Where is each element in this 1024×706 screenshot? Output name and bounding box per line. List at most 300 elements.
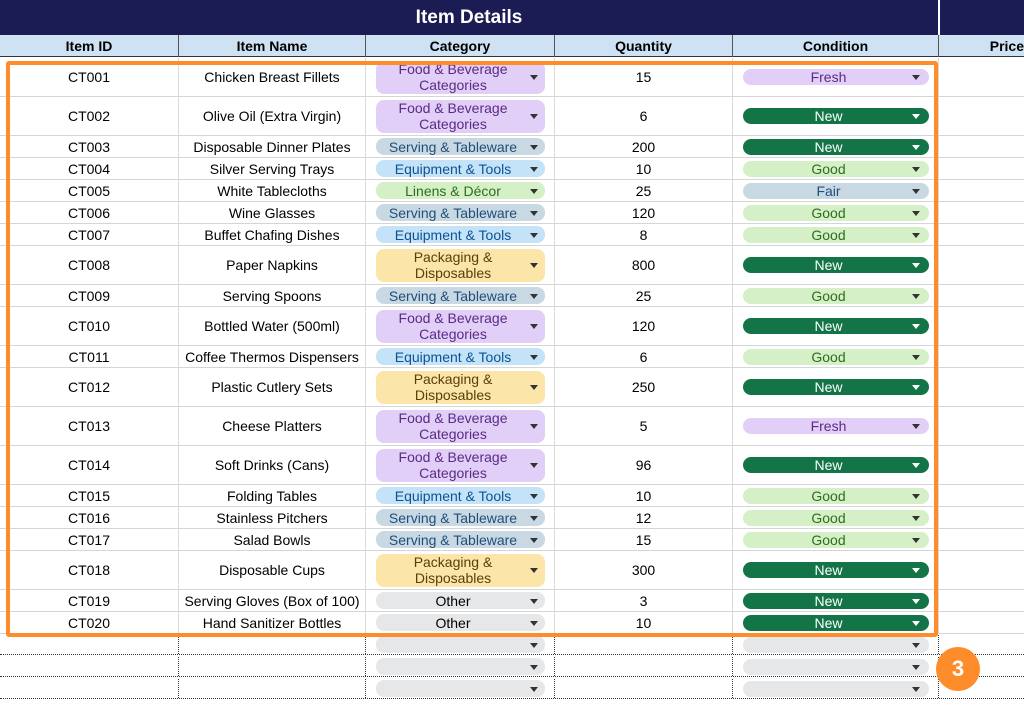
category-value: Serving & Tableware bbox=[388, 531, 518, 548]
cell-price[interactable] bbox=[939, 158, 1024, 179]
condition-dropdown[interactable] bbox=[743, 227, 929, 243]
condition-dropdown[interactable] bbox=[743, 637, 929, 653]
condition-dropdown[interactable] bbox=[743, 183, 929, 199]
category-value: Serving & Tableware bbox=[388, 204, 518, 221]
cell-condition[interactable] bbox=[733, 551, 939, 589]
chevron-down-icon[interactable] bbox=[530, 233, 538, 238]
table-row bbox=[0, 590, 1024, 612]
category-dropdown[interactable] bbox=[376, 449, 545, 482]
cell-price[interactable] bbox=[939, 346, 1024, 367]
chevron-down-icon[interactable] bbox=[912, 643, 920, 648]
table-row bbox=[0, 529, 1024, 551]
cell-item-id[interactable]: CT011 bbox=[0, 346, 179, 367]
cell-category[interactable] bbox=[366, 507, 555, 528]
cell-category[interactable] bbox=[366, 407, 555, 445]
cell-condition[interactable] bbox=[733, 612, 939, 633]
chevron-down-icon[interactable] bbox=[530, 294, 538, 299]
cell-condition[interactable] bbox=[733, 529, 939, 550]
category-dropdown[interactable] bbox=[376, 348, 545, 365]
condition-value: New bbox=[814, 257, 843, 273]
condition-dropdown[interactable] bbox=[743, 161, 929, 177]
chevron-down-icon[interactable] bbox=[912, 599, 920, 604]
empty-cell[interactable] bbox=[733, 679, 939, 698]
cell-item-name[interactable]: Soft Drinks (Cans) bbox=[179, 446, 366, 484]
table-row bbox=[0, 407, 1024, 446]
cell-category[interactable] bbox=[366, 346, 555, 367]
table-row bbox=[0, 507, 1024, 529]
category-value: Packaging & Disposables bbox=[413, 371, 493, 403]
cell-item-name[interactable]: Paper Napkins bbox=[179, 246, 366, 284]
chevron-down-icon[interactable] bbox=[912, 687, 920, 692]
table-row bbox=[0, 368, 1024, 407]
cell-quantity[interactable]: 3 bbox=[555, 590, 733, 611]
cell-quantity[interactable]: 8 bbox=[555, 224, 733, 245]
category-value: Food & Beverage Categories bbox=[398, 310, 508, 342]
cell-price[interactable] bbox=[939, 590, 1024, 611]
cell-item-name[interactable]: Olive Oil (Extra Virgin) bbox=[179, 97, 366, 135]
category-value: Food & Beverage Categories bbox=[398, 449, 508, 481]
empty-cell[interactable] bbox=[366, 679, 555, 698]
cell-category[interactable] bbox=[366, 224, 555, 245]
cell-item-name[interactable]: Serving Spoons bbox=[179, 285, 366, 306]
cell-price[interactable] bbox=[939, 368, 1024, 406]
cell-item-name[interactable]: Stainless Pitchers bbox=[179, 507, 366, 528]
cell-quantity[interactable]: 15 bbox=[555, 529, 733, 550]
condition-dropdown[interactable] bbox=[743, 593, 929, 609]
category-value: Equipment & Tools bbox=[394, 348, 512, 365]
cell-price[interactable] bbox=[939, 307, 1024, 345]
cell-quantity[interactable]: 12 bbox=[555, 507, 733, 528]
category-dropdown[interactable] bbox=[376, 310, 545, 343]
condition-value: New bbox=[814, 108, 843, 124]
cell-item-id[interactable]: CT009 bbox=[0, 285, 179, 306]
table-row bbox=[0, 224, 1024, 246]
chevron-down-icon[interactable] bbox=[530, 114, 538, 119]
empty-cell[interactable] bbox=[179, 635, 366, 654]
condition-dropdown[interactable] bbox=[743, 349, 929, 365]
condition-dropdown[interactable] bbox=[743, 318, 929, 334]
column-header-row bbox=[0, 35, 1024, 57]
chevron-down-icon[interactable] bbox=[530, 167, 538, 172]
chevron-down-icon[interactable] bbox=[530, 463, 538, 468]
cell-category[interactable] bbox=[366, 307, 555, 345]
condition-value: Good bbox=[811, 531, 846, 548]
cell-category[interactable] bbox=[366, 58, 555, 96]
chevron-down-icon[interactable] bbox=[912, 385, 920, 390]
cell-category[interactable] bbox=[366, 285, 555, 306]
empty-row bbox=[0, 635, 1024, 655]
chevron-down-icon[interactable] bbox=[530, 568, 538, 573]
condition-dropdown[interactable] bbox=[743, 139, 929, 155]
cell-item-id[interactable]: CT019 bbox=[0, 590, 179, 611]
cell-condition[interactable] bbox=[733, 58, 939, 96]
category-dropdown[interactable] bbox=[376, 100, 545, 133]
cell-quantity[interactable]: 120 bbox=[555, 202, 733, 223]
cell-price[interactable] bbox=[939, 285, 1024, 306]
category-dropdown[interactable] bbox=[376, 204, 545, 221]
cell-condition[interactable] bbox=[733, 158, 939, 179]
empty-cell[interactable] bbox=[366, 657, 555, 676]
cell-condition[interactable] bbox=[733, 446, 939, 484]
cell-price[interactable] bbox=[939, 529, 1024, 550]
category-dropdown[interactable] bbox=[376, 61, 545, 94]
table-row bbox=[0, 97, 1024, 136]
chevron-down-icon[interactable] bbox=[530, 621, 538, 626]
category-dropdown[interactable] bbox=[376, 554, 545, 587]
category-dropdown[interactable] bbox=[376, 680, 545, 697]
condition-dropdown[interactable] bbox=[743, 379, 929, 395]
table-row bbox=[0, 180, 1024, 202]
empty-cell[interactable] bbox=[0, 679, 179, 698]
category-dropdown[interactable] bbox=[376, 509, 545, 526]
category-value: Serving & Tableware bbox=[388, 509, 518, 526]
category-value: Food & Beverage Categories bbox=[398, 100, 508, 132]
category-value: Equipment & Tools bbox=[394, 487, 512, 504]
chevron-down-icon[interactable] bbox=[530, 355, 538, 360]
condition-value: Fair bbox=[816, 182, 841, 199]
step-badge: 3 bbox=[936, 647, 980, 691]
cell-item-id[interactable]: CT010 bbox=[0, 307, 179, 345]
cell-quantity[interactable]: 200 bbox=[555, 136, 733, 157]
chevron-down-icon[interactable] bbox=[530, 263, 538, 268]
col-header-category[interactable]: Category bbox=[366, 35, 555, 57]
condition-dropdown[interactable] bbox=[743, 457, 929, 473]
table-row bbox=[0, 136, 1024, 158]
condition-dropdown[interactable] bbox=[743, 562, 929, 578]
cell-condition[interactable] bbox=[733, 346, 939, 367]
category-value: Packaging & Disposables bbox=[413, 554, 493, 586]
cell-category[interactable] bbox=[366, 446, 555, 484]
cell-item-id[interactable]: CT017 bbox=[0, 529, 179, 550]
empty-cell[interactable] bbox=[179, 679, 366, 698]
cell-category[interactable] bbox=[366, 529, 555, 550]
cell-price[interactable] bbox=[939, 507, 1024, 528]
cell-item-name[interactable]: Disposable Dinner Plates bbox=[179, 136, 366, 157]
cell-item-id[interactable]: CT014 bbox=[0, 446, 179, 484]
category-dropdown[interactable] bbox=[376, 287, 545, 304]
cell-item-name[interactable]: Salad Bowls bbox=[179, 529, 366, 550]
condition-value: New bbox=[814, 138, 843, 155]
cell-condition[interactable] bbox=[733, 285, 939, 306]
condition-value: Good bbox=[811, 204, 846, 221]
category-dropdown[interactable] bbox=[376, 487, 545, 504]
condition-dropdown[interactable] bbox=[743, 659, 929, 675]
condition-dropdown[interactable] bbox=[743, 257, 929, 273]
cell-condition[interactable] bbox=[733, 136, 939, 157]
cell-quantity[interactable]: 10 bbox=[555, 612, 733, 633]
category-dropdown[interactable] bbox=[376, 371, 545, 404]
col-header-quantity[interactable]: Quantity bbox=[555, 35, 733, 57]
cell-item-name[interactable]: Plastic Cutlery Sets bbox=[179, 368, 366, 406]
condition-value: New bbox=[814, 614, 843, 631]
category-value: Food & Beverage Categories bbox=[398, 410, 508, 442]
cell-item-name[interactable]: Silver Serving Trays bbox=[179, 158, 366, 179]
cell-item-id[interactable]: CT004 bbox=[0, 158, 179, 179]
condition-value: Fresh bbox=[810, 418, 847, 434]
table-row bbox=[0, 285, 1024, 307]
chevron-down-icon[interactable] bbox=[530, 324, 538, 329]
cell-quantity[interactable]: 15 bbox=[555, 58, 733, 96]
condition-dropdown[interactable] bbox=[743, 681, 929, 697]
chevron-down-icon[interactable] bbox=[530, 665, 538, 670]
cell-quantity[interactable]: 300 bbox=[555, 551, 733, 589]
category-dropdown[interactable] bbox=[376, 614, 545, 631]
chevron-down-icon[interactable] bbox=[530, 424, 538, 429]
cell-category[interactable] bbox=[366, 551, 555, 589]
cell-condition[interactable] bbox=[733, 246, 939, 284]
chevron-down-icon[interactable] bbox=[530, 538, 538, 543]
category-dropdown[interactable] bbox=[376, 160, 545, 177]
cell-category[interactable] bbox=[366, 590, 555, 611]
cell-price[interactable] bbox=[939, 97, 1024, 135]
condition-value: New bbox=[814, 562, 843, 578]
cell-item-name[interactable]: Disposable Cups bbox=[179, 551, 366, 589]
condition-dropdown[interactable] bbox=[743, 615, 929, 631]
condition-value: Good bbox=[811, 487, 846, 504]
condition-value: Good bbox=[811, 348, 846, 365]
chevron-down-icon[interactable] bbox=[912, 538, 920, 543]
chevron-down-icon[interactable] bbox=[912, 494, 920, 499]
chevron-down-icon[interactable] bbox=[912, 463, 920, 468]
cell-item-id[interactable]: CT003 bbox=[0, 136, 179, 157]
chevron-down-icon[interactable] bbox=[530, 189, 538, 194]
table-row bbox=[0, 58, 1024, 97]
cell-category[interactable] bbox=[366, 97, 555, 135]
section-band bbox=[0, 0, 1024, 35]
cell-condition[interactable] bbox=[733, 407, 939, 445]
category-dropdown[interactable] bbox=[376, 531, 545, 548]
condition-dropdown[interactable] bbox=[743, 205, 929, 221]
cell-item-id[interactable]: CT013 bbox=[0, 407, 179, 445]
chevron-down-icon[interactable] bbox=[530, 145, 538, 150]
chevron-down-icon[interactable] bbox=[912, 233, 920, 238]
cell-condition[interactable] bbox=[733, 368, 939, 406]
condition-value: New bbox=[814, 457, 843, 473]
cell-category[interactable] bbox=[366, 136, 555, 157]
condition-dropdown[interactable] bbox=[743, 418, 929, 434]
category-value: Equipment & Tools bbox=[394, 226, 512, 243]
chevron-down-icon[interactable] bbox=[912, 355, 920, 360]
cell-quantity[interactable]: 6 bbox=[555, 97, 733, 135]
category-value: Serving & Tableware bbox=[388, 287, 518, 304]
cell-item-name[interactable]: Chicken Breast Fillets bbox=[179, 58, 366, 96]
category-value: Food & Beverage Categories bbox=[398, 61, 508, 93]
cell-price[interactable] bbox=[939, 485, 1024, 506]
condition-value: Good bbox=[811, 509, 846, 526]
empty-row bbox=[0, 679, 1024, 699]
cell-item-name[interactable]: Bottled Water (500ml) bbox=[179, 307, 366, 345]
empty-cell[interactable] bbox=[555, 679, 733, 698]
cell-quantity[interactable]: 96 bbox=[555, 446, 733, 484]
chevron-down-icon[interactable] bbox=[912, 294, 920, 299]
condition-value: New bbox=[814, 592, 843, 609]
condition-value: Good bbox=[811, 160, 846, 177]
chevron-down-icon[interactable] bbox=[912, 145, 920, 150]
cell-item-name[interactable]: Folding Tables bbox=[179, 485, 366, 506]
cell-price[interactable] bbox=[939, 446, 1024, 484]
cell-category[interactable] bbox=[366, 485, 555, 506]
cell-item-id[interactable]: CT008 bbox=[0, 246, 179, 284]
table-row bbox=[0, 202, 1024, 224]
empty-cell[interactable] bbox=[733, 657, 939, 676]
cell-price[interactable] bbox=[939, 551, 1024, 589]
condition-dropdown[interactable] bbox=[743, 69, 929, 85]
chevron-down-icon[interactable] bbox=[530, 494, 538, 499]
col-header-condition[interactable]: Condition bbox=[733, 35, 939, 57]
cell-quantity[interactable]: 10 bbox=[555, 158, 733, 179]
condition-value: New bbox=[814, 379, 843, 395]
chevron-down-icon[interactable] bbox=[912, 516, 920, 521]
cell-condition[interactable] bbox=[733, 485, 939, 506]
category-value: Serving & Tableware bbox=[388, 138, 518, 155]
chevron-down-icon[interactable] bbox=[530, 687, 538, 692]
table-row bbox=[0, 246, 1024, 285]
chevron-down-icon[interactable] bbox=[912, 114, 920, 119]
category-value: Other bbox=[435, 592, 471, 609]
empty-cell[interactable] bbox=[366, 635, 555, 654]
table-row bbox=[0, 307, 1024, 346]
table-row bbox=[0, 446, 1024, 485]
cell-price[interactable] bbox=[939, 407, 1024, 445]
condition-dropdown[interactable] bbox=[743, 510, 929, 526]
cell-quantity[interactable]: 10 bbox=[555, 485, 733, 506]
cell-condition[interactable] bbox=[733, 590, 939, 611]
cell-item-id[interactable]: CT006 bbox=[0, 202, 179, 223]
cell-item-id[interactable]: CT002 bbox=[0, 97, 179, 135]
chevron-down-icon[interactable] bbox=[912, 211, 920, 216]
category-value: Linens & Décor bbox=[405, 182, 501, 199]
chevron-down-icon[interactable] bbox=[912, 665, 920, 670]
cell-condition[interactable] bbox=[733, 97, 939, 135]
category-dropdown[interactable] bbox=[376, 249, 545, 282]
condition-value: Good bbox=[811, 226, 846, 243]
chevron-down-icon[interactable] bbox=[912, 568, 920, 573]
cell-condition[interactable] bbox=[733, 507, 939, 528]
cell-condition[interactable] bbox=[733, 202, 939, 223]
cell-item-name[interactable]: Coffee Thermos Dispensers bbox=[179, 346, 366, 367]
col-header-price[interactable]: Price bbox=[989, 38, 1024, 54]
cell-price[interactable] bbox=[939, 246, 1024, 284]
condition-value: New bbox=[814, 318, 843, 334]
chevron-down-icon[interactable] bbox=[912, 167, 920, 172]
chevron-down-icon[interactable] bbox=[912, 75, 920, 80]
cell-category[interactable] bbox=[366, 180, 555, 201]
cell-price[interactable] bbox=[939, 202, 1024, 223]
cell-quantity[interactable]: 6 bbox=[555, 346, 733, 367]
empty-cell[interactable] bbox=[733, 635, 939, 654]
chevron-down-icon[interactable] bbox=[530, 75, 538, 80]
empty-cell[interactable] bbox=[555, 635, 733, 654]
condition-dropdown[interactable] bbox=[743, 288, 929, 304]
cell-price[interactable] bbox=[939, 612, 1024, 633]
cell-quantity[interactable]: 120 bbox=[555, 307, 733, 345]
empty-cell[interactable] bbox=[179, 657, 366, 676]
cell-category[interactable] bbox=[366, 202, 555, 223]
empty-cell[interactable] bbox=[555, 657, 733, 676]
category-value: Packaging & Disposables bbox=[413, 249, 493, 281]
condition-dropdown[interactable] bbox=[743, 488, 929, 504]
chevron-down-icon[interactable] bbox=[912, 263, 920, 268]
cell-quantity[interactable]: 800 bbox=[555, 246, 733, 284]
cell-item-name[interactable]: Wine Glasses bbox=[179, 202, 366, 223]
cell-item-id[interactable]: CT020 bbox=[0, 612, 179, 633]
category-dropdown[interactable] bbox=[376, 636, 545, 653]
cell-price[interactable] bbox=[939, 180, 1024, 201]
cell-item-name[interactable]: Buffet Chafing Dishes bbox=[179, 224, 366, 245]
chevron-down-icon[interactable] bbox=[912, 424, 920, 429]
cell-price[interactable] bbox=[939, 224, 1024, 245]
category-dropdown[interactable] bbox=[376, 658, 545, 675]
category-value: Equipment & Tools bbox=[394, 160, 512, 177]
col-header-item-name[interactable]: Item Name bbox=[179, 35, 366, 57]
cell-category[interactable] bbox=[366, 612, 555, 633]
cell-quantity[interactable]: 250 bbox=[555, 368, 733, 406]
condition-dropdown[interactable] bbox=[743, 108, 929, 124]
cell-quantity[interactable]: 25 bbox=[555, 285, 733, 306]
chevron-down-icon[interactable] bbox=[912, 324, 920, 329]
cell-item-name[interactable]: Hand Sanitizer Bottles bbox=[179, 612, 366, 633]
band-separator bbox=[938, 0, 940, 35]
cell-item-name[interactable]: Serving Gloves (Box of 100) bbox=[179, 590, 366, 611]
cell-condition[interactable] bbox=[733, 180, 939, 201]
empty-row bbox=[0, 657, 1024, 677]
cell-item-id[interactable]: CT007 bbox=[0, 224, 179, 245]
cell-item-id[interactable]: CT016 bbox=[0, 507, 179, 528]
cell-category[interactable] bbox=[366, 246, 555, 284]
table-row bbox=[0, 158, 1024, 180]
cell-item-name[interactable]: White Tablecloths bbox=[179, 180, 366, 201]
chevron-down-icon[interactable] bbox=[530, 211, 538, 216]
chevron-down-icon[interactable] bbox=[912, 189, 920, 194]
condition-dropdown[interactable] bbox=[743, 532, 929, 548]
cell-category[interactable] bbox=[366, 158, 555, 179]
table-row bbox=[0, 612, 1024, 634]
cell-item-id[interactable]: CT012 bbox=[0, 368, 179, 406]
cell-item-id[interactable]: CT001 bbox=[0, 58, 179, 96]
empty-cell[interactable] bbox=[0, 657, 179, 676]
cell-item-id[interactable]: CT005 bbox=[0, 180, 179, 201]
chevron-down-icon[interactable] bbox=[530, 516, 538, 521]
col-header-item-id[interactable]: Item ID bbox=[0, 35, 179, 57]
condition-value: Good bbox=[811, 287, 846, 304]
category-dropdown[interactable] bbox=[376, 592, 545, 609]
cell-quantity[interactable]: 5 bbox=[555, 407, 733, 445]
cell-condition[interactable] bbox=[733, 224, 939, 245]
cell-item-name[interactable]: Cheese Platters bbox=[179, 407, 366, 445]
chevron-down-icon[interactable] bbox=[912, 621, 920, 626]
category-dropdown[interactable] bbox=[376, 410, 545, 443]
category-dropdown[interactable] bbox=[376, 138, 545, 155]
section-title: Item Details bbox=[415, 7, 523, 28]
table-row bbox=[0, 346, 1024, 368]
cell-price[interactable] bbox=[939, 136, 1024, 157]
category-dropdown[interactable] bbox=[376, 226, 545, 243]
table-row bbox=[0, 551, 1024, 590]
chevron-down-icon[interactable] bbox=[530, 643, 538, 648]
chevron-down-icon[interactable] bbox=[530, 599, 538, 604]
cell-quantity[interactable]: 25 bbox=[555, 180, 733, 201]
cell-item-id[interactable]: CT015 bbox=[0, 485, 179, 506]
empty-cell[interactable] bbox=[0, 635, 179, 654]
cell-condition[interactable] bbox=[733, 307, 939, 345]
category-dropdown[interactable] bbox=[376, 182, 545, 199]
category-value: Other bbox=[435, 614, 471, 631]
chevron-down-icon[interactable] bbox=[530, 385, 538, 390]
cell-category[interactable] bbox=[366, 368, 555, 406]
cell-item-id[interactable]: CT018 bbox=[0, 551, 179, 589]
table-row bbox=[0, 485, 1024, 507]
cell-price[interactable] bbox=[939, 58, 1024, 96]
